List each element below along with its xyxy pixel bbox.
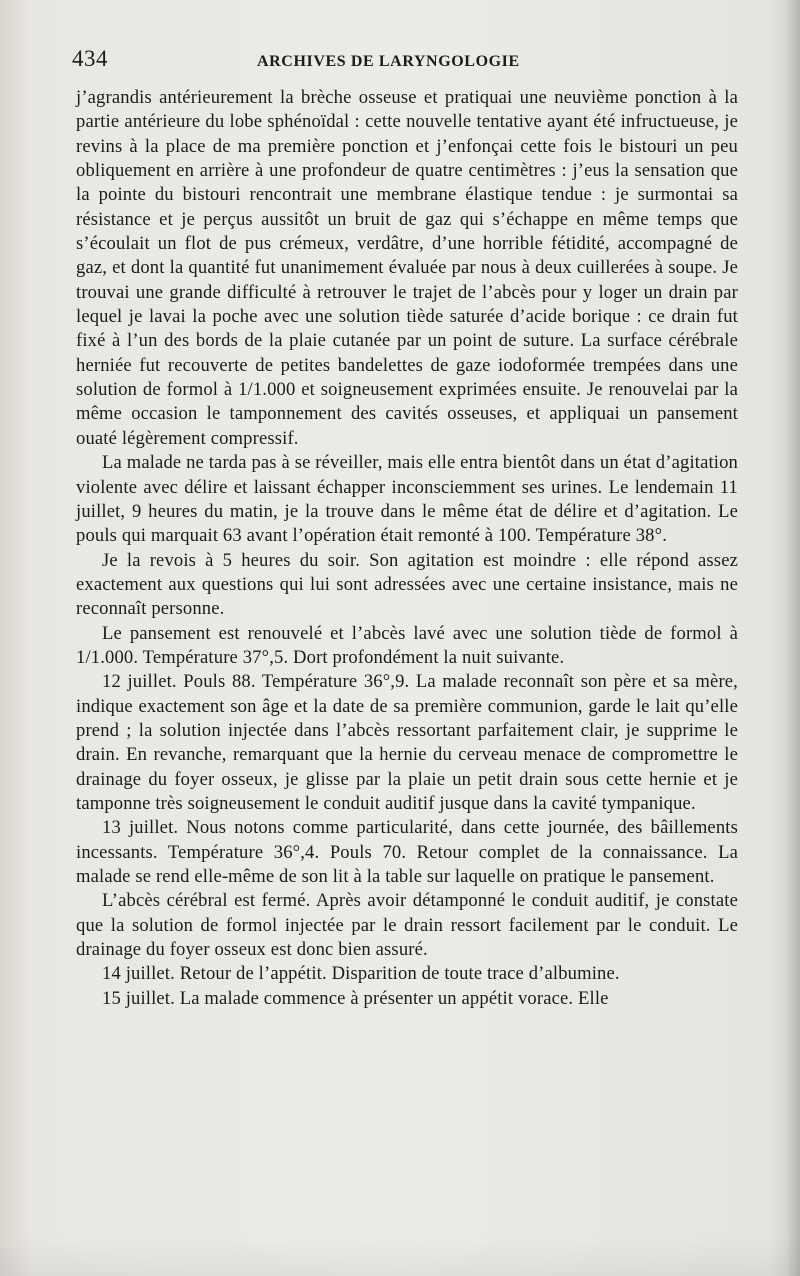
paragraph-5: 12 juillet. Pouls 88. Température 36°,9. La malade reconnaît son père et sa mère, indique exactement son âge et la date de sa première communion, garde le lait qu’elle prend ; la solution injectée dans l’abcès ressortant parfaitement clair, je supprime le drain. En revanche, remarquant que la hernie du cerveau menace de compromettre le drainage du foyer osseux, je glisse par la plaie un petit drain sous cette hernie et je tamponne très soigneusement le conduit auditif jusque dans la cavité tympanique. bbox=[76, 671, 738, 814]
page-edge-shadow bbox=[786, 0, 800, 1276]
paragraph-2: La malade ne tarda pas à se réveiller, mais elle entra bientôt dans un état d’agitation violente avec délire et laissant échapper inconsciemment ses urines. Le lendemain 11 juillet, 9 heures du matin, je la trouve dans le même état de délire et d’agitation. Le pouls qui marquait 63 avant l’opération était remonté à 100. Température 38°. bbox=[76, 452, 738, 547]
running-title: ARCHIVES DE LARYNGOLOGIE bbox=[257, 53, 520, 70]
paragraph-8: 14 juillet. Retour de l’appétit. Disparition de toute trace d’albumine. bbox=[102, 963, 620, 985]
paragraph-7: L’abcès cérébral est fermé. Après avoir détamponné le conduit auditif, je constate que la solution de formol injectée par le drain ressort facilement par le conduit. Le drainage du foyer osseux est donc bien assuré. bbox=[76, 890, 738, 961]
paragraph-4: Le pansement est renouvelé et l’abcès lavé avec une solution tiède de formol à 1/1.000. Température 37°,5. Dort profondément la nuit suivante. bbox=[76, 622, 738, 668]
body-text bbox=[76, 86, 738, 1011]
page-number: 434 bbox=[72, 46, 108, 71]
paragraph-6: 13 juillet. Nous notons comme particularité, dans cette journée, des bâillements incessants. Température 36°,4. Pouls 70. Retour complet de la connaissance. La malade se rend elle-même de son lit à la table sur laquelle on pratique le pansement. bbox=[76, 817, 738, 887]
paragraph-9: 15 juillet. La malade commence à présenter un appétit vorace. Elle bbox=[102, 987, 609, 1009]
page-header bbox=[0, 46, 800, 76]
paragraph-1: j’agrandis antérieurement la brèche osseuse et pratiquai une neuvième ponction à la partie antérieure du lobe sphénoïdal : cette nouvelle tentative ayant été infructueuse, je revins à la place de ma première ponction et j’enfonçai cette fois le bistouri un peu obliquement en arrière à une profondeur de quatre centimètres : j’eus la sensation que la pointe du bistouri rencontrait une membrane élastique tendue : je surmontai sa résistance et je perçus aussitôt un bruit de gaz qui s’échappe en même temps que s’écoulait un flot de pus crémeux, verdâtre, d’une horrible fétidité, accompagné de gaz, et dont la quantité fut unanimement évaluée par nous à deux cuillerées à soupe. Je trouvai une grande difficulté à retrouver le trajet de l’abcès pour y loger un drain par lequel je lavai la poche avec une solution tiède saturée d’acide borique : ce drain fut fixé à l’un des bords de la plaie cutanée par un point de suture. La surface cérébrale herniée fut recouverte de petites bandelettes de gaze iodoformée trempées dans une solution de formol à 1/1.000 et soigneusement exprimées ensuite. Je renouvelai par la même occasion le tamponnement des cavités osseuses, et appliquai un pansement ouaté légèrement compressif. bbox=[76, 87, 738, 449]
page-bottom-shadow bbox=[0, 1236, 800, 1276]
paragraph-3: Je la revois à 5 heures du soir. Son agitation est moindre : elle répond assez exactement aux questions qui lui sont adressées avec une certaine insistance, mais ne reconnaît personne. bbox=[76, 549, 738, 620]
